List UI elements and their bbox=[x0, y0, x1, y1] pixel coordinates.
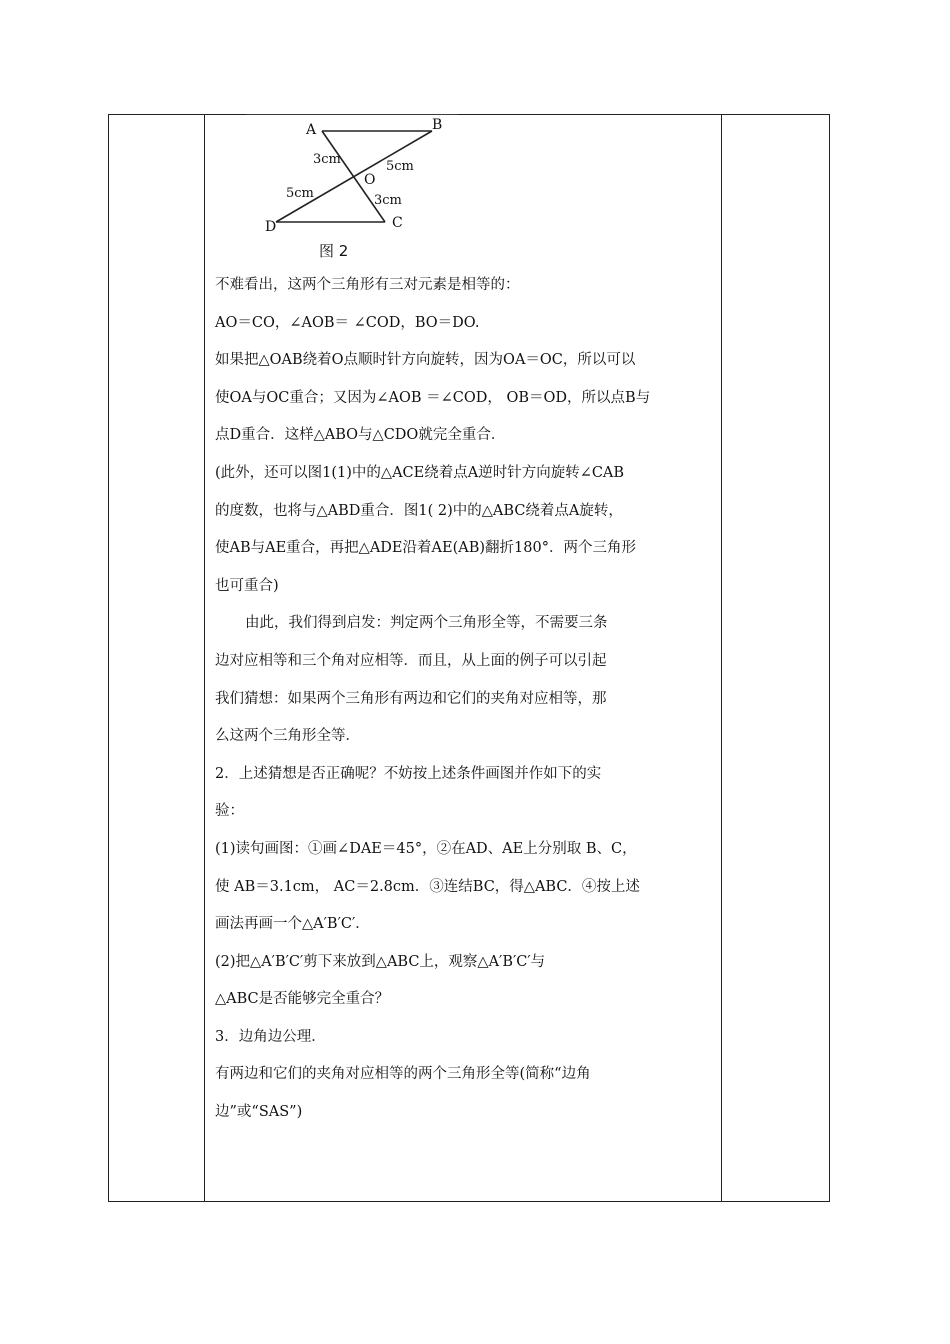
length-do: 5cm bbox=[286, 186, 314, 201]
label-b: B bbox=[432, 117, 443, 133]
figure-caption: 图 2 bbox=[319, 242, 349, 260]
text-line: 画法再画一个△A′B′C′． bbox=[215, 916, 370, 933]
label-c: C bbox=[392, 215, 403, 231]
text-line: AO＝CO，∠AOB＝ ∠COD，BO＝DO. bbox=[215, 314, 480, 331]
text-line: 如果把△OAB绕着O点顺时针方向旋转，因为OA＝OC，所以可以 bbox=[215, 352, 636, 369]
text-line: 边对应相等和三个角对应相等．而且，从上面的例子可以引起 bbox=[215, 652, 607, 669]
text-line: 不难看出，这两个三角形有三对元素是相等的： bbox=[215, 277, 520, 293]
text-line: △ABC是否能够完全重合？ bbox=[215, 991, 390, 1008]
text-line: 么这两个三角形全等． bbox=[215, 728, 360, 745]
text-line: 的度数，也将与△ABD重合．图1( 2)中的△ABC绕着点A旋转， bbox=[215, 502, 623, 519]
label-o: O bbox=[364, 172, 376, 188]
lesson-text bbox=[215, 270, 685, 1135]
text-line: 有两边和它们的夹角对应相等的两个三角形全等(简称“边角 bbox=[215, 1066, 591, 1083]
label-d: D bbox=[265, 219, 277, 235]
figure-2-diagram bbox=[246, 114, 458, 264]
segment-bd bbox=[276, 131, 432, 222]
text-line: 由此，我们得到启发：判定两个三角形全等，不需要三条 bbox=[245, 615, 608, 632]
text-line: 验： bbox=[215, 803, 244, 820]
text-line: (1)读句画图：①画∠DAE＝45°，②在AD、AE上分别取 B、C， bbox=[215, 840, 637, 857]
text-line: 2．上述猜想是否正确呢？不妨按上述条件画图并作如下的实 bbox=[215, 765, 602, 782]
text-line: 3．边角边公理． bbox=[215, 1028, 326, 1045]
length-co: 3cm bbox=[374, 193, 402, 208]
column-divider-right bbox=[721, 115, 722, 1201]
text-line: 点D重合．这样△ABO与△CDO就完全重合． bbox=[215, 427, 506, 444]
text-line: 我们猜想：如果两个三角形有两边和它们的夹角对应相等，那 bbox=[215, 690, 607, 707]
length-bo: 5cm bbox=[386, 159, 414, 174]
text-line: 边”或“SAS”) bbox=[215, 1104, 303, 1121]
length-ao: 3cm bbox=[313, 152, 341, 167]
text-line: 使OA与OC重合；又因为∠AOB ＝∠COD， OB＝OD，所以点B与 bbox=[215, 389, 651, 406]
text-line: 使 AB＝3.1cm， AC＝2.8cm．③连结BC，得△ABC．④按上述 bbox=[215, 878, 640, 895]
label-a: A bbox=[306, 122, 317, 138]
column-divider-left bbox=[204, 115, 205, 1201]
text-line: 也可重合) bbox=[215, 577, 279, 594]
text-line: (2)把△A′B′C′剪下来放到△ABC上，观察△A′B′C′与 bbox=[215, 953, 546, 970]
text-line: (此外，还可以图1(1)中的△ACE绕着点A逆时针方向旋转∠CAB bbox=[215, 464, 625, 481]
text-line: 使AB与AE重合，再把△ADE沿着AE(AB)翻折180°．两个三角形 bbox=[215, 540, 636, 557]
